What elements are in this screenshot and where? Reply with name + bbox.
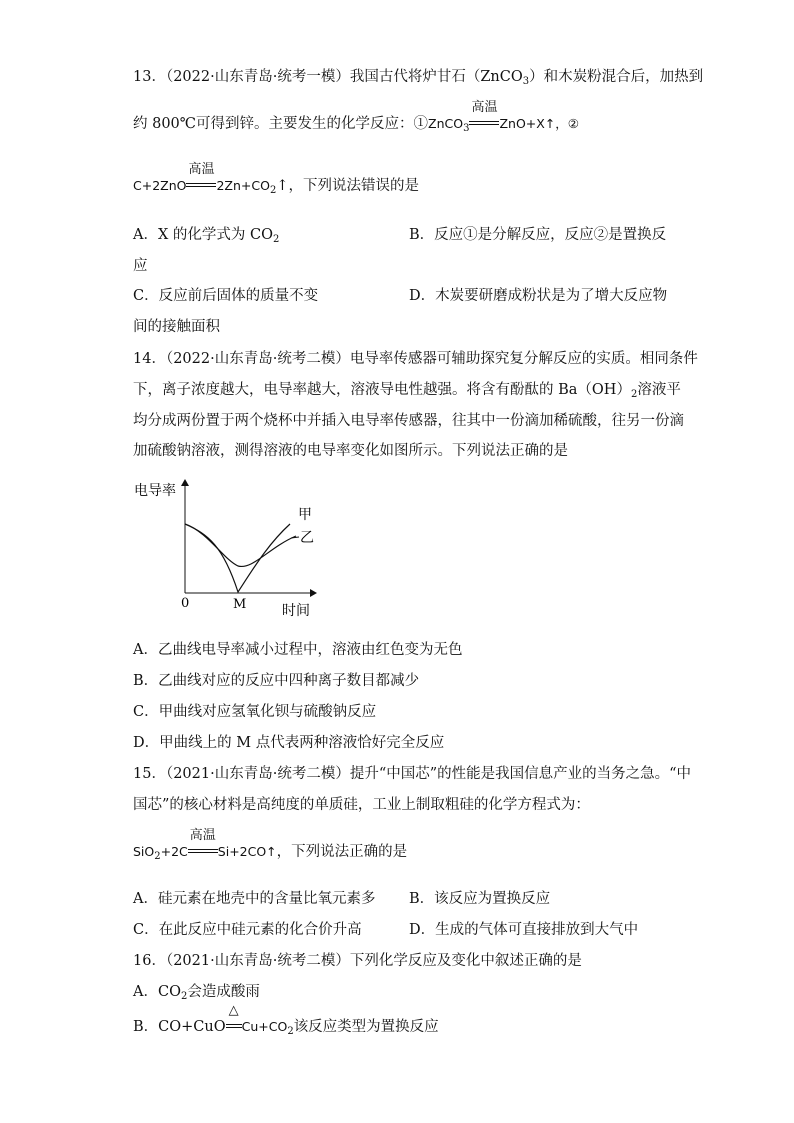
q14-text: 下，离子浓度越大，电导率越大，溶液导电性越强。将含有酚酞的 Ba（OH） xyxy=(133,382,631,398)
origin-label: 0 xyxy=(181,596,190,611)
q15-option-b xyxy=(409,890,550,908)
q14-option-a xyxy=(133,641,462,659)
reaction2-reactant: C+2ZnO xyxy=(133,178,187,193)
high-temp-condition xyxy=(188,828,218,861)
q13-text: ）和木炭粉混合后，加热到 xyxy=(529,69,704,85)
option-text: D．生成的气体可直接排放到大气中 xyxy=(409,922,639,938)
q14-text: 均分成两份置于两个烧杯中并插入电导率传感器，往其中一份滴加稀硫酸，往另一份滴 xyxy=(133,413,684,429)
q13-option-a xyxy=(133,226,279,249)
product: Cu+CO xyxy=(241,1019,288,1034)
option-text: A．乙曲线电导率减小过程中，溶液由红色变为无色 xyxy=(133,642,463,658)
subscript: 2 xyxy=(269,185,277,196)
option-text: B．该反应为置换反应 xyxy=(409,891,551,907)
high-temp-condition xyxy=(469,100,499,133)
option-text: B．乙曲线对应的反应中四种离子数目都减少 xyxy=(133,673,420,689)
product: Si+2CO↑ xyxy=(217,844,277,859)
q16-text: 16．（2021·山东青岛·统考二模）下列化学反应及变化中叙述正确的是 xyxy=(133,953,582,969)
q13-text: 约 800℃可得到锌。主要发生的化学反应：① xyxy=(133,116,429,132)
q14-option-d xyxy=(133,734,444,752)
q15-option-a xyxy=(133,890,375,908)
equals-sign xyxy=(186,183,216,187)
q13-stem-line2 xyxy=(133,100,579,138)
q13-option-c xyxy=(133,287,318,305)
q14-stem-line3 xyxy=(133,412,684,430)
q13-text: 13．（2022·山东青岛·统考一模）我国古代将炉甘石（ZnCO xyxy=(133,69,523,85)
q15-text: 15．（2021·山东青岛·统考二模）提升“中国芯”的性能是我国信息产业的当务之急。“中 xyxy=(133,766,692,782)
equals-sign xyxy=(226,1024,242,1028)
reactant: +2C xyxy=(160,844,188,859)
subscript: 2 xyxy=(287,1026,294,1037)
reactant: SiO xyxy=(133,844,155,859)
q14-text: 14．（2022·山东青岛·统考二模）电导率传感器可辅助探究复分解反应的实质。相同条件 xyxy=(133,351,698,367)
q13-option-b xyxy=(409,226,666,244)
condition-label: △ xyxy=(228,1003,239,1018)
option-text: C．在此反应中硅元素的化合价升高 xyxy=(133,922,362,938)
x-axis-label: 时间 xyxy=(282,603,310,619)
q13-option-d-cont xyxy=(133,318,220,336)
option-text: 间的接触面积 xyxy=(133,319,220,335)
q15-equation xyxy=(133,828,408,866)
q15-text: ，下列说法正确的是 xyxy=(276,844,408,860)
subscript: 3 xyxy=(463,123,470,134)
series-jia-label: 甲 xyxy=(298,507,312,523)
subscript: 2 xyxy=(630,389,638,400)
condition-label: 高温 xyxy=(471,100,498,115)
reaction1-reactant: ZnCO xyxy=(428,116,464,131)
q14-text: 溶液平 xyxy=(637,382,681,398)
reaction1-product: ZnO+X↑，② xyxy=(499,116,579,131)
q16-option-b xyxy=(133,1003,439,1041)
q13-option-b-cont xyxy=(133,257,148,275)
equals-sign xyxy=(188,849,218,853)
option-text: A．硅元素在地壳中的含量比氧元素多 xyxy=(133,891,376,907)
q15-stem-line1 xyxy=(133,765,691,783)
option-text: 该反应类型为置换反应 xyxy=(293,1019,439,1035)
q14-option-c xyxy=(133,703,376,721)
option-text: D．甲曲线上的 M 点代表两种溶液恰好完全反应 xyxy=(133,735,445,751)
q14-stem-line2 xyxy=(133,381,681,404)
option-text: B．CO+CuO xyxy=(133,1019,226,1035)
subscript: 2 xyxy=(180,991,188,1002)
option-text: A．X 的化学式为 CO xyxy=(133,227,273,243)
q14-stem-line4 xyxy=(133,442,568,460)
condition-label: 高温 xyxy=(188,162,215,177)
subscript: 2 xyxy=(154,851,161,862)
subscript: 2 xyxy=(273,234,280,245)
q15-text: 国芯”的核心材料是高纯度的单质硅，工业上制取粗硅的化学方程式为： xyxy=(133,797,590,813)
q15-option-c xyxy=(133,921,362,939)
subscript: 3 xyxy=(522,76,530,87)
option-text: 应 xyxy=(133,258,148,274)
option-text: C．甲曲线对应氢氧化钡与硫酸钠反应 xyxy=(133,704,377,720)
q15-option-d xyxy=(409,921,638,939)
option-text: B．反应①是分解反应，反应②是置换反 xyxy=(409,227,667,243)
option-text: 会造成酸雨 xyxy=(187,984,260,1000)
series-yi-label: 乙 xyxy=(300,530,314,546)
q15-stem-line2 xyxy=(133,796,590,814)
series-yi-line xyxy=(185,524,296,566)
y-axis-label: 电导率 xyxy=(134,483,176,499)
heat-condition xyxy=(226,1003,242,1036)
q14-text: 加硫酸钠溶液，测得溶液的电导率变化如图所示。下列说法正确的是 xyxy=(133,443,568,459)
m-point-label: M xyxy=(233,597,247,612)
q13-option-d xyxy=(409,287,667,305)
option-text: D．木炭要研磨成粉状是为了增大反应物 xyxy=(409,288,668,304)
q13-text: ↑，下列说法错误的是 xyxy=(276,178,419,194)
equals-sign xyxy=(469,121,499,125)
conductivity-chart xyxy=(128,474,328,624)
q13-stem-line3 xyxy=(133,162,419,200)
series-jia-line xyxy=(185,524,290,592)
high-temp-condition xyxy=(186,162,216,195)
q14-option-b xyxy=(133,672,419,690)
condition-label: 高温 xyxy=(189,828,216,843)
q16-stem xyxy=(133,952,582,970)
reaction2-product: 2Zn+CO xyxy=(216,178,270,193)
q14-stem-line1 xyxy=(133,350,698,368)
option-text: A．CO xyxy=(133,984,181,1000)
q13-stem-line1 xyxy=(133,68,703,91)
option-text: C．反应前后固体的质量不变 xyxy=(133,288,319,304)
